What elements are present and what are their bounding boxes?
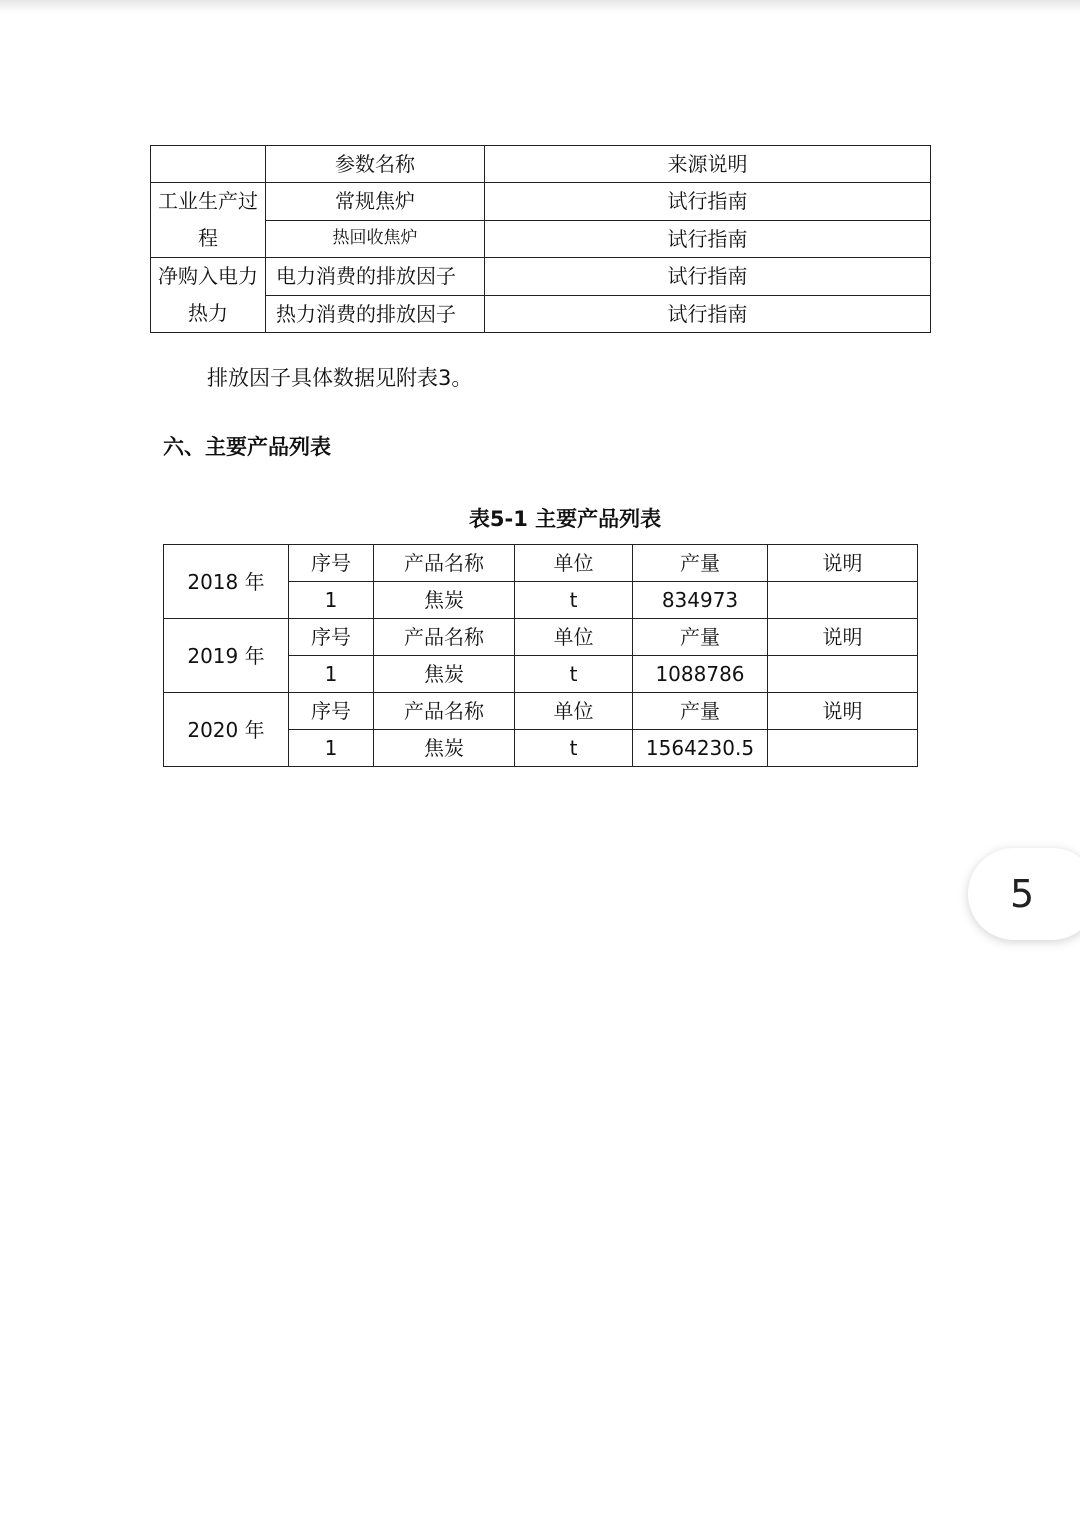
data-cell: 1564230.5	[633, 730, 768, 767]
data-cell	[768, 656, 918, 693]
page-number: 5	[1010, 872, 1035, 916]
section-heading: 六、主要产品列表	[163, 435, 331, 459]
category-cell: 净购入电力热力	[151, 258, 266, 333]
header-cell-empty	[151, 146, 266, 183]
top-edge-shadow	[0, 0, 1080, 12]
data-cell: t	[515, 582, 633, 619]
source-cell: 试行指南	[485, 295, 931, 333]
data-cell: t	[515, 656, 633, 693]
header-cell: 序号	[289, 619, 374, 656]
header-cell: 说明	[768, 545, 918, 582]
header-cell: 说明	[768, 693, 918, 730]
param-cell: 热回收焦炉	[266, 220, 485, 258]
body-paragraph: 排放因子具体数据见附表3。	[207, 366, 473, 390]
table-row	[151, 258, 931, 296]
header-cell: 产品名称	[374, 693, 515, 730]
table-header-row	[151, 146, 931, 183]
year-cell: 2020 年	[164, 693, 289, 767]
data-cell: 1	[289, 656, 374, 693]
header-cell: 单位	[515, 545, 633, 582]
source-cell: 试行指南	[485, 220, 931, 258]
data-cell	[768, 730, 918, 767]
source-cell: 试行指南	[485, 183, 931, 221]
emission-factor-table	[150, 145, 931, 333]
table-row	[151, 220, 931, 258]
data-cell: t	[515, 730, 633, 767]
header-cell: 序号	[289, 693, 374, 730]
table-caption: 表5-1 主要产品列表	[468, 507, 662, 531]
table-row	[151, 183, 931, 221]
table-row	[164, 619, 918, 656]
table-row	[164, 545, 918, 582]
header-cell: 单位	[515, 693, 633, 730]
header-cell: 序号	[289, 545, 374, 582]
data-cell: 834973	[633, 582, 768, 619]
header-cell: 产量	[633, 545, 768, 582]
data-cell: 焦炭	[374, 730, 515, 767]
product-table	[163, 544, 918, 767]
header-cell: 产量	[633, 619, 768, 656]
data-cell: 焦炭	[374, 656, 515, 693]
param-cell: 常规焦炉	[266, 183, 485, 221]
header-cell: 产品名称	[374, 619, 515, 656]
header-cell: 说明	[768, 619, 918, 656]
param-cell: 热力消费的排放因子	[266, 295, 485, 333]
category-cell: 工业生产过程	[151, 183, 266, 258]
header-cell-param: 参数名称	[266, 146, 485, 183]
data-cell: 1	[289, 582, 374, 619]
data-cell: 1	[289, 730, 374, 767]
header-cell-source: 来源说明	[485, 146, 931, 183]
page-number-indicator[interactable]	[968, 848, 1080, 940]
table-row	[151, 295, 931, 333]
year-cell: 2018 年	[164, 545, 289, 619]
header-cell: 产品名称	[374, 545, 515, 582]
header-cell: 产量	[633, 693, 768, 730]
header-cell: 单位	[515, 619, 633, 656]
data-cell: 1088786	[633, 656, 768, 693]
table-row	[164, 693, 918, 730]
data-cell: 焦炭	[374, 582, 515, 619]
source-cell: 试行指南	[485, 258, 931, 296]
data-cell	[768, 582, 918, 619]
year-cell: 2019 年	[164, 619, 289, 693]
param-cell: 电力消费的排放因子	[266, 258, 485, 296]
